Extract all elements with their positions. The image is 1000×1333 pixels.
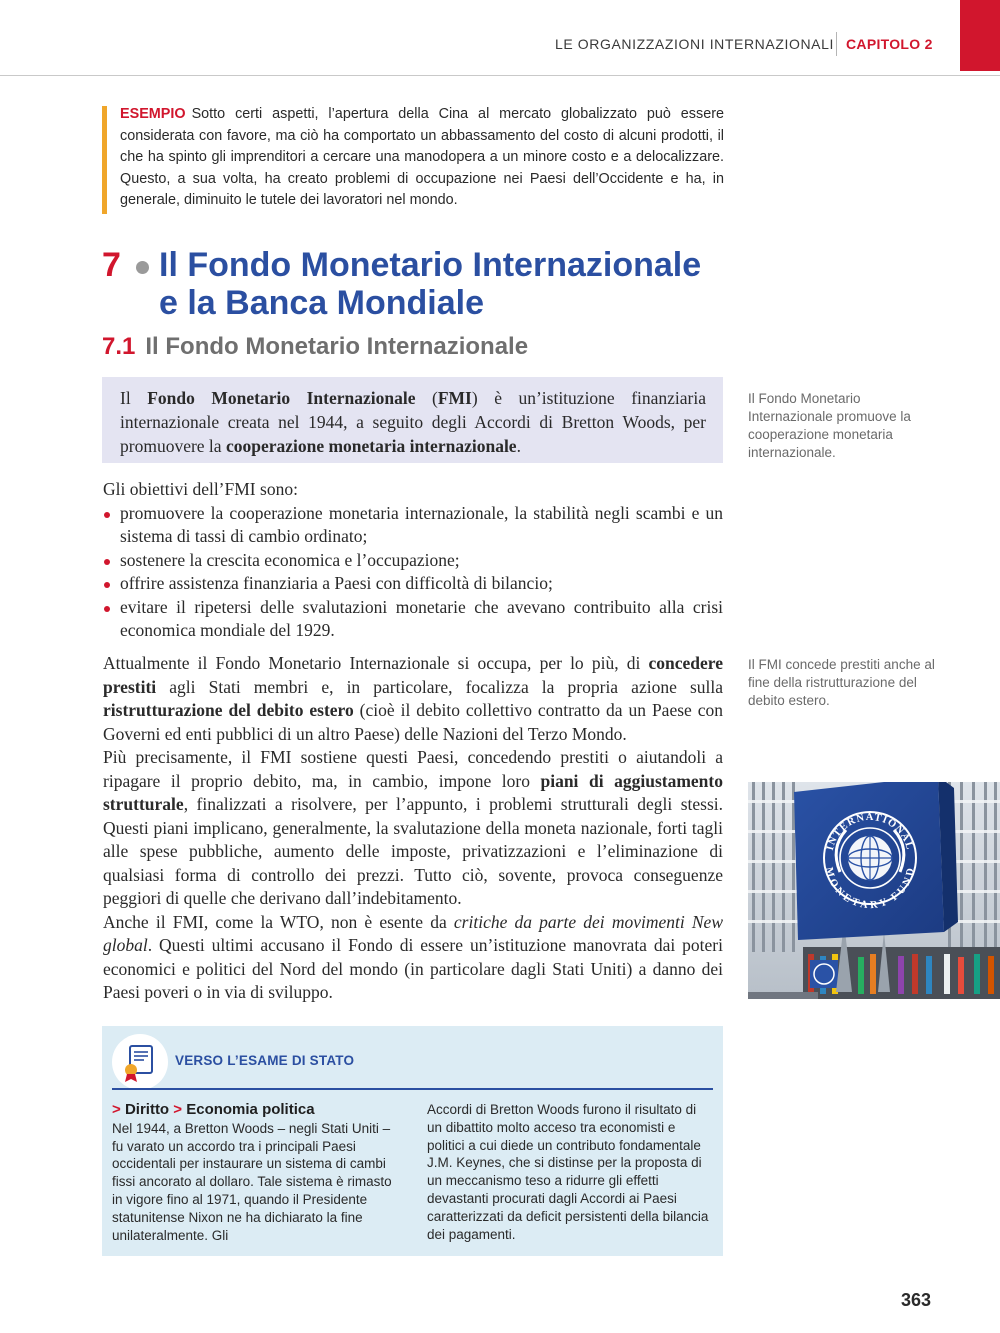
goals-block [103, 478, 723, 643]
list-item [103, 549, 723, 573]
list-item [103, 596, 723, 643]
list-item [103, 572, 723, 596]
key-term: concedere prestiti [103, 653, 723, 697]
example-accent-bar [102, 106, 107, 214]
page-header [0, 0, 1000, 76]
exam-heading-subject: Economia politica [186, 1101, 315, 1118]
example-label: ESEMPIO [120, 106, 186, 122]
imf-building-photo [748, 782, 1000, 999]
imf-logo-text-top: INTERNATIONAL [824, 811, 916, 852]
exam-column-right [427, 1101, 713, 1243]
paragraph-text: Anche il FMI, come la WTO, non è esente da [103, 911, 454, 932]
paragraph-text: , finalizzati a risolvere, per l’appunto, i problemi strutturali degli stessi. Questi piani implicano, generalmente, la svalutazione della moneta nazionale, forti tagli alle spese pubbliche, aumento delle imposte, privatizzazioni e l’eliminazione di qualsiasi forma di controllo dei prezzi. Tutto ciò, sovente, provoca conseguenze peggiori di quelle che derivano dall’indebitamento. [103, 794, 723, 908]
certificate-icon [112, 1034, 168, 1090]
definition-text-part: . [516, 436, 521, 456]
paragraph-text: Più precisamente, il FMI sostiene questi Paesi, concedendo prestiti o aiutandoli a ripagare il proprio debito, ma, in cambio, impone loro [103, 747, 723, 791]
chapter-tab [960, 0, 1000, 71]
header-divider [0, 75, 1000, 76]
exam-text: Accordi di Bretton Woods furono il risultato di un dibattito molto acceso tra economisti e politici a cui diede un contributo fondamentale J.M. Keynes, che si distinse per la proposta di un meccanismo teso a ridurre gli effetti devastanti procurati dagli Accordi ai Paesi caratterizzati da deficit persistenti della bilancia dei pagamenti. [427, 1102, 709, 1242]
example-text [120, 104, 724, 212]
goals-list [103, 502, 723, 643]
definition-text-part: ) è un’istituzione finanziaria internazionale creata nel 1944, a seguito degli Accordi di Bretton Woods, per promuovere la [120, 388, 707, 456]
goals-intro: Gli obiettivi dell’FMI sono: [103, 479, 298, 499]
definition-box [102, 377, 723, 463]
side-note: Il FMI concede prestiti anche al fine della ristrutturazione del debito estero. [748, 657, 935, 708]
bullet-icon [104, 512, 110, 518]
list-item-text: offrire assistenza finanziaria a Paesi con difficoltà di bilancio; [120, 573, 553, 593]
subsection-heading [102, 333, 528, 361]
bullet-icon [104, 582, 110, 588]
definition-acronym: FMI [437, 388, 472, 408]
emphasis-text: critiche da parte dei movimenti New global [103, 911, 724, 955]
header-chapter-label: CAPITOLO 2 [846, 36, 933, 52]
exam-box [102, 1026, 723, 1256]
section-title-line1: Il Fondo Monetario Internazionale [159, 246, 702, 284]
page-number: 363 [901, 1290, 932, 1310]
paragraph-text: (cioè il debito collettivo contratto da un Paese con Governi ed enti pubblici di un altro Paese) delle Nazioni del Terzo Mondo. [103, 700, 723, 744]
paragraph-text: agli Stati membri e, in particolare, focalizza la propria azione sulla [156, 676, 723, 697]
example-body: Sotto certi aspetti, l’apertura della Cina al mercato globalizzato può essere considerata con favore, ma ciò ha comportato un abbassamento del costo di alcuni prodotti, il che ha spinto gli imprenditori a cercare una manodopera a un minore costo e a delocalizzare. Questo, a sua volta, ha creato problemi di occupazione nei Paesi dell’Occidente e ha, in generale, diminuito le tutele dei lavoratori nel mondo. [120, 106, 724, 209]
bullet-icon [104, 606, 110, 612]
definition-text-part: Il [120, 388, 148, 408]
section-number: 7 [102, 246, 121, 284]
definition-text-part: ( [415, 388, 438, 408]
example-box [102, 104, 724, 212]
chevron-right-icon: > [173, 1101, 183, 1118]
list-item-text: evitare il ripetersi delle svalutazioni monetarie che avevano contribuito alla crisi economica mondiale del 1929. [120, 596, 723, 640]
section-heading [102, 246, 742, 322]
key-term: piani di aggiustamento strutturale [103, 770, 723, 814]
section-dot [136, 261, 149, 274]
bullet-icon [104, 559, 110, 565]
imf-photo-illustration [748, 782, 1000, 999]
exam-heading-subject: Diritto [124, 1101, 170, 1118]
list-item-text: sostenere la crescita economica e l’occupazione; [120, 549, 460, 570]
header-separator [836, 32, 837, 56]
imf-logo-text-bottom: MONETARY FUND [822, 866, 918, 912]
exam-title: VERSO L’ESAME DI STATO [175, 1053, 355, 1068]
subsection-number: 7.1 [102, 333, 136, 360]
side-note: Il Fondo Monetario Internazionale promuove la cooperazione monetaria internazionale. [748, 391, 911, 460]
list-item-text: promuovere la cooperazione monetaria internazionale, la stabilità negli scambi e un sistema di tassi di cambio ordinato; [120, 502, 723, 546]
definition-text [120, 386, 706, 458]
header-section-title: LE ORGANIZZAZIONI INTERNAZIONALI [554, 36, 834, 52]
exam-divider [112, 1088, 713, 1090]
definition-key-phrase: cooperazione monetaria internazionale [225, 436, 517, 456]
paragraph-text: Attualmente il Fondo Monetario Internazionale si occupa, per lo più, di [103, 653, 649, 673]
definition-term: Fondo Monetario Internazionale [147, 388, 416, 408]
subsection-title: Il Fondo Monetario Internazionale [145, 333, 529, 360]
section-title-line2: e la Banca Mondiale [159, 284, 484, 322]
key-term: ristrutturazione del debito estero [103, 700, 354, 720]
list-item [103, 502, 723, 549]
exam-column-left [112, 1101, 398, 1244]
paragraph [103, 911, 723, 1005]
chevron-right-icon: > [112, 1101, 121, 1118]
paragraph [103, 746, 723, 911]
paragraph-text: . Questi ultimi accusano il Fondo di essere un’istituzione manovrata dai poteri economici e politici del Nord del mondo (in particolare dagli Stati Uniti) a danno dei Paesi poveri o in via di sviluppo. [103, 935, 723, 1002]
exam-text: Nel 1944, a Bretton Woods – negli Stati Uniti – fu varato un accordo tra i principali Paesi occidentali per instaurare un sistema di cambi fissi ancorato al dollaro. Tale sistema è rimasto in vigore fino al 1971, quando il Presidente statunitense Nixon ne ha dichiarato la fine unilateralmente. Gli [112, 1120, 392, 1243]
paragraph [103, 652, 723, 746]
exam-heading [112, 1101, 398, 1119]
body-text [103, 652, 723, 1005]
